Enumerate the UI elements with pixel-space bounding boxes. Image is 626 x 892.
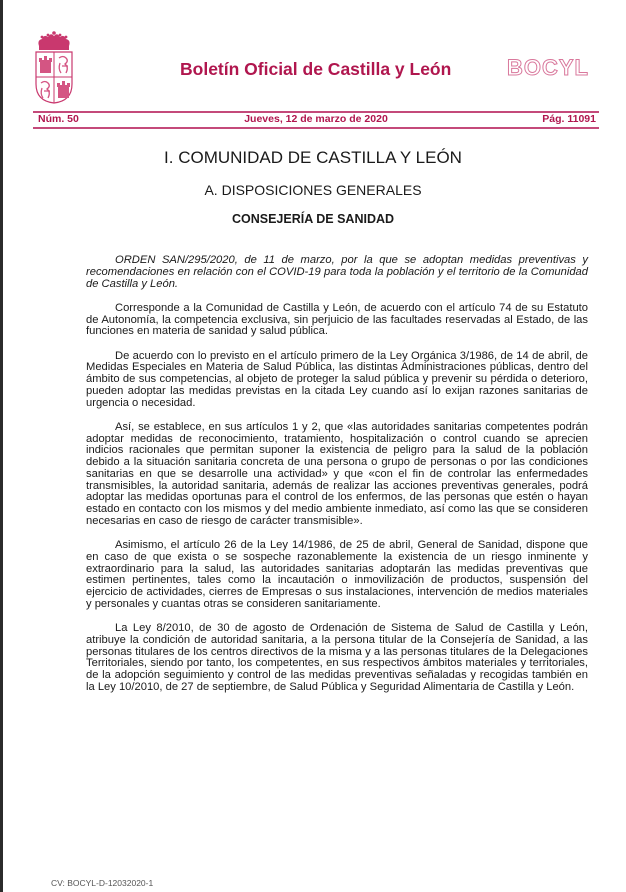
page-number: Pág. 11091	[542, 113, 596, 125]
bulletin-title: Boletín Oficial de Castilla y León	[180, 59, 452, 79]
window-edge	[0, 0, 3, 892]
body-paragraph: Corresponde a la Comunidad de Castilla y León, de acuerdo con el artículo 74 de su Estatuto de Autonomía, la competencia exclusiva, sin perjuicio de las facultades reservadas al Estado, de las funciones en materia de sanidad y salud pública.	[86, 301, 588, 338]
body-paragraph: Así, se establece, en sus artículos 1 y 2, que «las autoridades sanitarias competentes podrán adoptar medidas de reconocimiento, tratamiento, hospitalización o control cuando se aprecien indicios racionales que permitan suponer la existencia de peligro para la salud de la población debido a la situación sanitaria concreta de una persona o grupo de personas o por las condiciones sanitarias en que se desarrolle una actividad» y que «con el fin de controlar las enfermedades transmisibles, la autoridad sanitaria, además de realizar las acciones preventivas generales, podrá adoptar las medidas oportunas para el control de los enfermos, de las personas que estén o hayan estado en contacto con los mismos y del medio ambiente inmediato, así como las que se consideren necesarias en caso de riesgo de carácter transmisible».	[86, 420, 588, 527]
verification-code: CV: BOCYL-D-12032020-1	[51, 878, 154, 888]
order-title-paragraph: ORDEN SAN/295/2020, de 11 de marzo, por la que se adoptan medidas preventivas y recomendaciones en relación con el COVID-19 para toda la población y el territorio de la Comunidad de Castilla y León.	[86, 254, 588, 290]
body-paragraph: La Ley 8/2010, de 30 de agosto de Ordenación de Sistema de Salud de Castilla y León, atribuye la condición de autoridad sanitaria, a la persona titular de la Consejería de Sanidad, a las personas titulares de los centros directivos de la misma y a las personas titulares de la Delegaciones Territoriales, siendo por tanto, los competentes, en sus respectivos ámbitos materiales y territoriales, de la adopción seguimiento y control de las medidas preventivas señaladas y recogidas también en la Ley 10/2010, de 27 de septiembre, de Salud Pública y Seguridad Alimentaria de Castilla y León.	[86, 622, 588, 693]
document-body	[86, 255, 588, 706]
subsection-heading: A. DISPOSICIONES GENERALES	[204, 182, 422, 198]
header-rule-bottom	[33, 127, 599, 129]
issue-info-row	[33, 113, 599, 127]
coat-of-arms-icon	[33, 31, 75, 104]
bocyl-logo: BOCYL	[507, 55, 589, 80]
body-paragraph: De acuerdo con lo previsto en el artículo primero de la Ley Orgánica 3/1986, de 14 de abril, de Medidas Especiales en Materia de Salud Pública, las distintas Administraciones públicas, dentro del ámbito de sus competencias, al objeto de proteger la salud pública y prevenir su pérdida o deterioro, pueden adoptar las medidas previstas en la citada Ley cuando así lo exijan razones sanitarias de urgencia o necesidad.	[86, 349, 588, 409]
issue-number: Núm. 50	[38, 113, 79, 125]
department-heading: CONSEJERÍA DE SANIDAD	[231, 212, 395, 226]
issue-date: Jueves, 12 de marzo de 2020	[244, 113, 388, 125]
body-paragraph: Asimismo, el artículo 26 de la Ley 14/1986, de 25 de abril, General de Sanidad, dispone que en caso de que exista o se sospeche razonablemente la existencia de un riesgo inminente y extraordinario para la salud, las autoridades sanitarias adoptarán las medidas preventivas que estimen pertinentes, tales como la incautación o inmovilización de productos, suspensión del ejercicio de actividades, cierres de Empresas o sus instalaciones, intervención de medios materiales y personales y cuantas otras se consideren sanitariamente.	[86, 539, 588, 610]
section-heading: I. COMUNIDAD DE CASTILLA Y LEÓN	[164, 148, 462, 167]
